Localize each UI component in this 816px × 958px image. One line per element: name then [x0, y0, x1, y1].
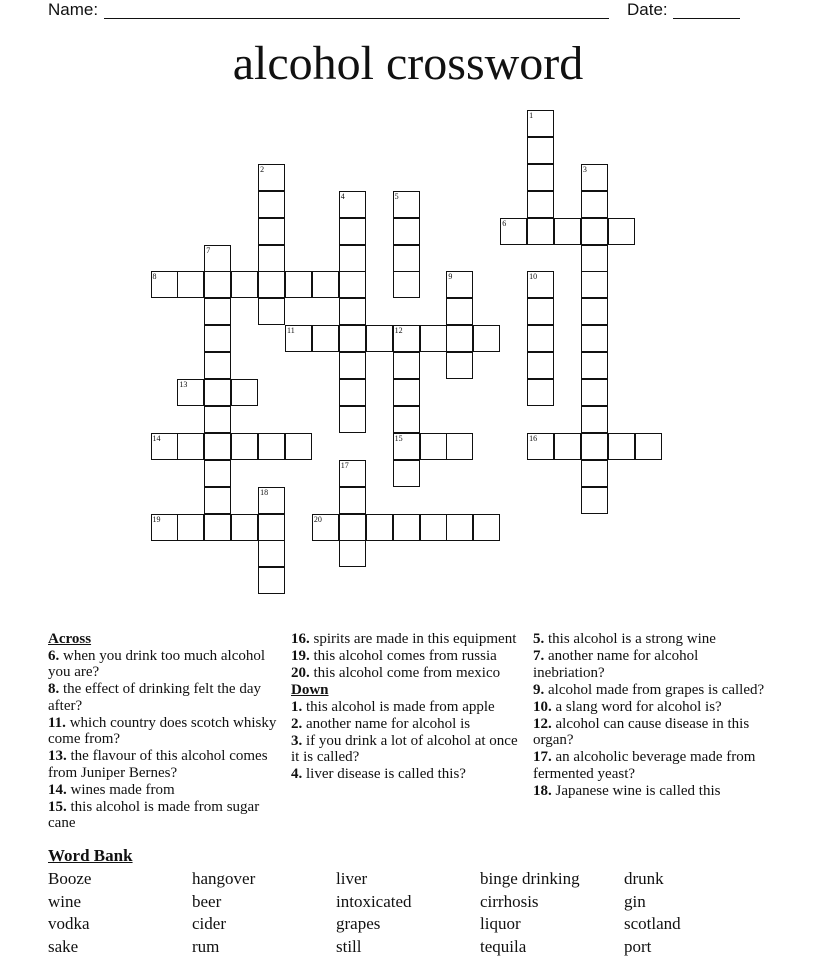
clue-down-9: 9. alcohol made from grapes is called?: [533, 682, 769, 699]
cell-number: 3: [583, 165, 587, 174]
grid-cell[interactable]: [258, 298, 285, 325]
grid-cell[interactable]: [500, 218, 527, 245]
grid-cell[interactable]: [204, 298, 231, 325]
grid-cell[interactable]: [204, 487, 231, 514]
grid-cell[interactable]: [177, 271, 204, 298]
grid-cell[interactable]: [151, 433, 178, 460]
clue-down-2: 2. another name for alcohol is: [291, 716, 527, 733]
clue-across-19: 19. this alcohol comes from russia: [291, 648, 527, 665]
grid-cell[interactable]: [339, 352, 366, 379]
cell-number: 6: [502, 219, 506, 228]
grid-cell[interactable]: [258, 271, 285, 298]
clue-down-10: 10. a slang word for alcohol is?: [533, 699, 769, 716]
grid-cell[interactable]: [446, 271, 473, 298]
cell-number: 2: [260, 165, 264, 174]
grid-cell[interactable]: [581, 298, 608, 325]
grid-cell[interactable]: [366, 325, 393, 352]
cell-number: 19: [153, 515, 161, 524]
grid-cell[interactable]: [258, 514, 285, 541]
cell-number: 8: [153, 272, 157, 281]
clue-across-8: 8. the effect of drinking felt the day after?: [48, 681, 284, 714]
word-bank-word: Booze: [48, 868, 192, 891]
grid-cell[interactable]: [393, 406, 420, 433]
grid-cell[interactable]: [581, 352, 608, 379]
date-label: Date:: [627, 0, 668, 20]
clue-down-7: 7. another name for alcohol inebriation?: [533, 648, 769, 681]
word-bank-word: binge drinking: [480, 868, 624, 891]
grid-cell[interactable]: [527, 110, 554, 137]
grid-cell[interactable]: [312, 271, 339, 298]
word-bank-word: hangover: [192, 868, 336, 891]
grid-cell[interactable]: [339, 298, 366, 325]
grid-cell[interactable]: [554, 433, 581, 460]
grid-cell[interactable]: [527, 164, 554, 191]
grid-cell[interactable]: [446, 325, 473, 352]
word-bank-word: tequila: [480, 936, 624, 958]
word-bank-title: Word Bank: [48, 845, 133, 867]
clue-across-16: 16. spirits are made in this equipment: [291, 631, 527, 648]
grid-cell[interactable]: [231, 379, 258, 406]
grid-cell[interactable]: [393, 218, 420, 245]
word-bank-word: sake: [48, 936, 192, 958]
grid-cell[interactable]: [258, 567, 285, 594]
grid-cell[interactable]: [635, 433, 662, 460]
word-bank-word: grapes: [336, 913, 480, 936]
grid-cell[interactable]: [339, 406, 366, 433]
grid-cell[interactable]: [312, 514, 339, 541]
cell-number: 16: [529, 434, 537, 443]
grid-cell[interactable]: [204, 352, 231, 379]
word-bank-word: drunk: [624, 868, 768, 891]
grid-cell[interactable]: [339, 245, 366, 272]
cell-number: 11: [287, 326, 295, 335]
grid-cell[interactable]: [527, 379, 554, 406]
across-heading: Across: [48, 631, 284, 648]
grid-cell[interactable]: [285, 433, 312, 460]
grid-cell[interactable]: [393, 433, 420, 460]
word-bank-word: port: [624, 936, 768, 958]
grid-cell[interactable]: [446, 352, 473, 379]
grid-cell[interactable]: [446, 298, 473, 325]
cell-number: 7: [206, 246, 210, 255]
clue-across-20: 20. this alcohol come from mexico: [291, 665, 527, 682]
word-bank-word: cirrhosis: [480, 891, 624, 914]
grid-cell[interactable]: [312, 325, 339, 352]
grid-cell[interactable]: [258, 540, 285, 567]
cell-number: 4: [341, 192, 345, 201]
cell-number: 14: [153, 434, 161, 443]
word-bank-word: intoxicated: [336, 891, 480, 914]
clue-across-6: 6. when you drink too much alcohol you are?: [48, 648, 284, 681]
word-bank-word: cider: [192, 913, 336, 936]
grid-cell[interactable]: [204, 325, 231, 352]
grid-cell[interactable]: [554, 218, 581, 245]
grid-cell[interactable]: [393, 352, 420, 379]
cell-number: 13: [179, 380, 187, 389]
grid-cell[interactable]: [393, 191, 420, 218]
grid-cell[interactable]: [339, 379, 366, 406]
grid-cell[interactable]: [339, 191, 366, 218]
clue-across-14: 14. wines made from: [48, 782, 284, 799]
word-bank-word: rum: [192, 936, 336, 958]
grid-cell[interactable]: [581, 218, 608, 245]
cell-number: 10: [529, 272, 537, 281]
page-title: alcohol crossword: [0, 34, 816, 94]
grid-cell[interactable]: [581, 271, 608, 298]
down-heading: Down: [291, 682, 527, 699]
grid-cell[interactable]: [258, 164, 285, 191]
grid-cell[interactable]: [339, 487, 366, 514]
grid-cell[interactable]: [339, 514, 366, 541]
grid-cell[interactable]: [581, 245, 608, 272]
grid-cell[interactable]: [393, 379, 420, 406]
clue-down-3: 3. if you drink a lot of alcohol at once it is called?: [291, 733, 527, 766]
grid-cell[interactable]: [527, 218, 554, 245]
grid-cell[interactable]: [231, 433, 258, 460]
grid-cell[interactable]: [527, 271, 554, 298]
grid-cell[interactable]: [151, 271, 178, 298]
grid-cell[interactable]: [177, 379, 204, 406]
grid-cell[interactable]: [204, 379, 231, 406]
grid-cell[interactable]: [581, 191, 608, 218]
grid-cell[interactable]: [608, 218, 635, 245]
grid-cell[interactable]: [339, 540, 366, 567]
grid-cell[interactable]: [393, 460, 420, 487]
grid-cell[interactable]: [366, 514, 393, 541]
grid-cell[interactable]: [581, 433, 608, 460]
word-bank-word: vodka: [48, 913, 192, 936]
grid-cell[interactable]: [177, 433, 204, 460]
name-label: Name:: [48, 0, 98, 20]
word-bank-word: still: [336, 936, 480, 958]
clues-column-3: [533, 631, 769, 800]
grid-cell[interactable]: [393, 271, 420, 298]
clue-across-15: 15. this alcohol is made from sugar cane: [48, 799, 284, 832]
grid-cell[interactable]: [473, 325, 500, 352]
grid-cell[interactable]: [446, 514, 473, 541]
grid-cell[interactable]: [393, 325, 420, 352]
clues-column-1: [48, 631, 284, 832]
clue-down-5: 5. this alcohol is a strong wine: [533, 631, 769, 648]
cell-number: 5: [395, 192, 399, 201]
grid-cell[interactable]: [581, 325, 608, 352]
grid-cell[interactable]: [339, 460, 366, 487]
grid-cell[interactable]: [339, 218, 366, 245]
grid-cell[interactable]: [231, 514, 258, 541]
grid-cell[interactable]: [581, 460, 608, 487]
grid-cell[interactable]: [446, 433, 473, 460]
grid-cell[interactable]: [258, 245, 285, 272]
grid-cell[interactable]: [473, 514, 500, 541]
grid-cell[interactable]: [285, 325, 312, 352]
grid-cell[interactable]: [151, 514, 178, 541]
clue-down-12: 12. alcohol can cause disease in this organ?: [533, 716, 769, 749]
grid-cell[interactable]: [527, 137, 554, 164]
clue-down-1: 1. this alcohol is made from apple: [291, 699, 527, 716]
grid-cell[interactable]: [204, 433, 231, 460]
word-bank-word: liquor: [480, 913, 624, 936]
word-bank-word: beer: [192, 891, 336, 914]
grid-cell[interactable]: [527, 352, 554, 379]
cell-number: 18: [260, 488, 268, 497]
grid-cell[interactable]: [204, 245, 231, 272]
grid-cell[interactable]: [581, 164, 608, 191]
grid-cell[interactable]: [581, 406, 608, 433]
grid-cell[interactable]: [527, 325, 554, 352]
cell-number: 17: [341, 461, 349, 470]
word-bank-word: liver: [336, 868, 480, 891]
word-bank-word: scotland: [624, 913, 768, 936]
grid-cell[interactable]: [420, 514, 447, 541]
cell-number: 1: [529, 111, 533, 120]
grid-cell[interactable]: [285, 271, 312, 298]
grid-cell[interactable]: [258, 433, 285, 460]
clue-down-18: 18. Japanese wine is called this: [533, 783, 769, 800]
grid-cell[interactable]: [393, 245, 420, 272]
grid-cell[interactable]: [204, 271, 231, 298]
grid-cell[interactable]: [581, 379, 608, 406]
grid-cell[interactable]: [204, 406, 231, 433]
clues-column-2: [291, 631, 527, 783]
clue-across-11: 11. which country does scotch whisky come from?: [48, 715, 284, 748]
clue-down-17: 17. an alcoholic beverage made from fermented yeast?: [533, 749, 769, 782]
grid-cell[interactable]: [393, 514, 420, 541]
grid-cell[interactable]: [581, 487, 608, 514]
clue-down-4: 4. liver disease is called this?: [291, 766, 527, 783]
grid-cell[interactable]: [420, 433, 447, 460]
grid-cell[interactable]: [339, 325, 366, 352]
cell-number: 15: [395, 434, 403, 443]
clue-across-13: 13. the flavour of this alcohol comes from Juniper Bernes?: [48, 748, 284, 781]
cell-number: 9: [448, 272, 452, 281]
grid-cell[interactable]: [177, 514, 204, 541]
cell-number: 20: [314, 515, 322, 524]
word-bank-word: wine: [48, 891, 192, 914]
grid-cell[interactable]: [527, 191, 554, 218]
grid-cell[interactable]: [339, 271, 366, 298]
word-bank-word: gin: [624, 891, 768, 914]
grid-cell[interactable]: [527, 433, 554, 460]
grid-cell[interactable]: [420, 325, 447, 352]
grid-cell[interactable]: [231, 271, 258, 298]
grid-cell[interactable]: [204, 460, 231, 487]
word-bank: [48, 868, 768, 958]
grid-cell[interactable]: [527, 298, 554, 325]
grid-cell[interactable]: [204, 514, 231, 541]
grid-cell[interactable]: [258, 191, 285, 218]
grid-cell[interactable]: [258, 218, 285, 245]
grid-cell[interactable]: [258, 487, 285, 514]
grid-cell[interactable]: [608, 433, 635, 460]
cell-number: 12: [395, 326, 403, 335]
